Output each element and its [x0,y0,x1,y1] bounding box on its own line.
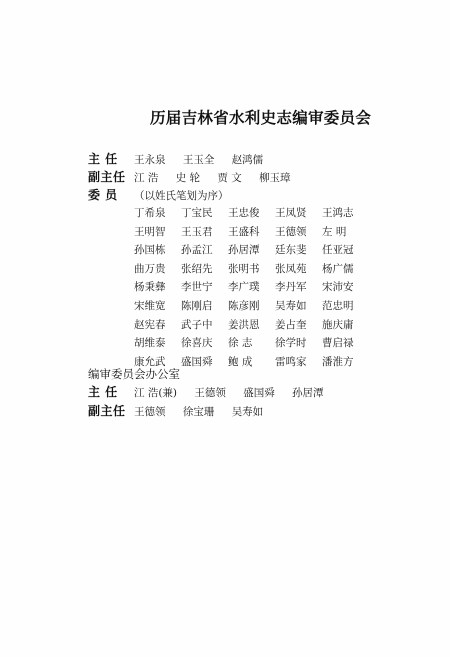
page-title: 历届吉林省水利史志编审委员会 [150,108,372,127]
deputy-director-name: 史 轮 [175,172,201,184]
member-name: 施庆庸 [322,318,354,331]
member-name: 左 明 [322,225,347,238]
member-name: 潘淮方 [322,355,354,368]
member-name: 姜占奎 [275,318,307,331]
member-name: 徐 志 [228,337,253,350]
member-name: 王德领 [275,225,307,238]
member-name: 王凤贤 [275,207,307,219]
member-name: 胡维泰 [134,337,166,350]
member-name: 王忠俊 [228,207,260,219]
office-deputy-director-names [134,404,277,419]
members-row [134,317,374,336]
members-row [134,261,374,280]
member-name: 李丹军 [275,281,307,294]
member-name: 王明智 [134,225,166,238]
members-row [134,335,374,354]
member-name: 李世宁 [181,281,213,294]
member-name: 盛国舜 [181,355,213,368]
office-director-name: 王德领 [194,387,226,399]
members-row [134,205,374,224]
member-name: 孙国栋 [134,244,166,257]
member-name: 丁希泉 [134,207,166,219]
deputy-director-name: 柳玉璋 [259,172,291,184]
members-row [134,298,374,317]
member-name: 陈刚启 [181,299,213,312]
member-name: 宋维宽 [134,299,166,312]
member-name: 鲍 成 [228,355,253,368]
member-name: 张明书 [228,262,260,275]
members-row [134,279,374,298]
member-name: 宋沛安 [322,281,354,294]
member-name: 杨秉彝 [134,281,166,294]
member-name: 陈彦刚 [228,299,260,312]
member-name: 王玉君 [181,225,213,238]
office-director-names [134,385,338,400]
member-name: 杨广儒 [322,262,354,275]
director-names [134,152,277,167]
member-name: 孙居潭 [228,244,260,257]
member-name: 丁宝民 [181,207,213,219]
members-row [134,224,374,243]
office-director-name: 江 浩(兼) [134,387,178,399]
member-name: 范忠明 [322,299,354,312]
member-name: 廷东斐 [275,244,307,257]
members-row [134,242,374,261]
member-name: 赵宪春 [134,318,166,331]
deputy-director-names [134,170,305,185]
member-name: 雷鸣家 [275,355,307,368]
deputy-director-name: 江 浩 [134,172,159,184]
member-name: 张凤苑 [275,262,307,275]
office-director-role-label: 主 任 [88,385,118,399]
office-deputy-director-name: 徐宝珊 [182,406,215,418]
member-name: 康允武 [134,355,166,368]
office-deputy-director-name: 吴寿如 [231,406,264,418]
member-name: 王鸿志 [322,207,354,219]
office-deputy-director-name: 王德领 [134,406,166,418]
director-name: 赵鸿儒 [231,154,264,166]
director-name: 王永泉 [134,154,166,166]
member-name: 张绍先 [181,262,213,275]
member-name: 吴寿如 [275,299,307,312]
member-name: 姜洪恩 [228,318,260,331]
member-name: 武子中 [181,318,213,331]
member-name: 徐学时 [275,337,307,350]
office-section-heading: 编审委员会办公室 [88,367,180,381]
member-name: 孙孟江 [181,244,213,257]
member-name: 曲万贵 [134,262,166,275]
office-director-name: 孙居潭 [292,387,324,399]
office-director-name: 盛国舜 [243,387,275,399]
director-name: 王玉全 [182,154,215,166]
member-name: 任亚冠 [322,244,354,257]
members-name-grid [134,205,374,372]
director-role-label: 主 任 [88,152,118,166]
member-name: 徐喜庆 [181,337,213,350]
members-ordering-note: （以姓氏笔划为序） [134,190,229,202]
deputy-director-role-label: 副主任 [88,170,126,184]
office-deputy-director-role-label: 副主任 [88,404,126,418]
members-role-label: 委 员 [88,188,118,202]
member-name: 王盛科 [228,225,260,238]
member-name: 曹启禄 [322,337,354,350]
deputy-director-name: 贾 文 [217,172,242,184]
member-name: 李广璞 [228,281,260,294]
